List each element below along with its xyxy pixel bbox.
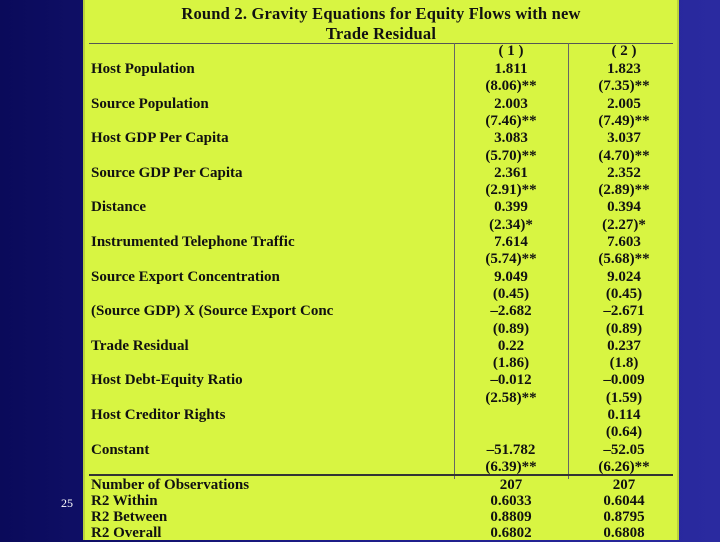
row-label: R2 Overall — [91, 525, 162, 541]
row-value-col1: 9.049 — [494, 268, 528, 285]
row-value-col1 — [455, 424, 567, 441]
row-value-col2: (0.89) — [605, 320, 643, 337]
row-value-col1: 207 — [499, 477, 523, 493]
row-value-col2: 1.823 — [607, 61, 641, 77]
row-label — [91, 459, 453, 476]
row-value-col1: (0.89) — [492, 320, 530, 337]
column-header-1: ( 1 ) — [498, 43, 524, 59]
row-value-col2: 3.037 — [607, 130, 641, 147]
row-label: Host Creditor Rights — [91, 407, 226, 423]
row-value-col2: 9.024 — [607, 268, 641, 285]
row-label: Instrumented Telephone Traffic — [91, 234, 295, 250]
row-value-col2: –52.05 — [603, 441, 645, 458]
row-value-col2: 0.237 — [607, 337, 641, 354]
row-value-col1: (2.58)** — [485, 389, 537, 406]
row-label: R2 Between — [91, 509, 168, 525]
row-label — [91, 113, 453, 130]
row-label: Trade Residual — [91, 337, 189, 354]
row-label — [91, 424, 453, 441]
row-value-col2: (5.68)** — [598, 251, 650, 268]
row-label — [91, 390, 453, 407]
row-value-col1: –2.682 — [490, 303, 532, 320]
row-value-col2: 0.6044 — [603, 493, 645, 509]
row-value-col2: 2.005 — [607, 95, 641, 112]
row-label — [91, 217, 453, 234]
row-value-col2: (2.89)** — [598, 182, 650, 199]
row-value-col1: 2.361 — [494, 164, 528, 181]
row-value-col2: (4.70)** — [598, 147, 650, 164]
row-value-col2: (7.35)** — [598, 78, 650, 95]
row-value-col2: (1.59) — [605, 389, 643, 406]
row-label: Source Population — [91, 95, 209, 112]
row-label: Host GDP Per Capita — [91, 130, 229, 147]
row-value-col2: 207 — [612, 477, 636, 493]
row-label: Distance — [91, 199, 146, 216]
row-value-col1: 0.399 — [494, 199, 528, 216]
row-label — [91, 78, 453, 95]
row-label: Source Export Concentration — [91, 268, 280, 285]
row-value-col1 — [455, 407, 567, 424]
row-value-col1: (2.34)* — [489, 216, 533, 233]
row-label: (Source GDP) X (Source Export Conc — [91, 303, 334, 320]
row-value-col1: 2.003 — [494, 95, 528, 112]
page-number: 25 — [61, 496, 73, 510]
table-panel — [83, 0, 679, 540]
row-value-col1: 0.8809 — [490, 509, 532, 525]
row-value-col2: –0.009 — [603, 372, 645, 389]
row-value-col2: (0.64) — [605, 424, 643, 441]
row-value-col1: –0.012 — [490, 372, 532, 389]
row-value-col1: 7.614 — [494, 234, 528, 250]
title-line-2: Trade Residual — [325, 24, 437, 43]
row-label — [91, 148, 453, 165]
row-value-col1: –51.782 — [486, 441, 536, 458]
row-value-col1: (5.70)** — [485, 147, 537, 164]
column-header-2: ( 2 ) — [611, 43, 637, 59]
row-value-col2: (0.45) — [605, 285, 643, 302]
row-value-col1: (1.86) — [492, 355, 530, 372]
row-value-col1: (0.45) — [492, 285, 530, 302]
row-label — [91, 286, 453, 303]
row-value-col2: (7.49)** — [598, 112, 650, 129]
row-value-col1: 3.083 — [494, 130, 528, 147]
row-label: Source GDP Per Capita — [91, 164, 243, 181]
row-value-col2: 0.8795 — [603, 509, 645, 525]
row-label: Host Population — [91, 61, 195, 77]
row-value-col2: –2.671 — [603, 303, 645, 320]
row-value-col2: (2.27)* — [602, 216, 646, 233]
row-value-col1: 0.6033 — [490, 493, 532, 509]
row-value-col1: 0.22 — [497, 337, 525, 354]
title-line-1: Round 2. Gravity Equations for Equity Flows with new — [181, 4, 581, 23]
row-value-col2: 0.6808 — [603, 525, 645, 541]
row-value-col2: (6.26)** — [598, 458, 650, 475]
row-value-col2: 0.394 — [607, 199, 641, 216]
row-value-col1: 1.811 — [494, 61, 528, 77]
row-label — [91, 182, 453, 199]
row-value-col1: (6.39)** — [485, 458, 537, 475]
row-value-col2: 7.603 — [607, 234, 641, 250]
row-value-col1: (2.91)** — [485, 182, 537, 199]
row-value-col1: (5.74)** — [485, 251, 537, 268]
row-label: Number of Observations — [91, 477, 250, 493]
row-value-col1: (7.46)** — [485, 112, 537, 129]
row-value-col2: 2.352 — [607, 164, 641, 181]
row-label: R2 Within — [91, 493, 158, 509]
row-value-col1: (8.06)** — [485, 78, 537, 95]
row-value-col2: 0.114 — [607, 407, 641, 423]
row-label: Constant — [91, 441, 150, 458]
row-label — [91, 321, 453, 338]
row-value-col1: 0.6802 — [490, 525, 532, 541]
row-value-col2: (1.8) — [609, 355, 639, 372]
row-label — [91, 251, 453, 268]
row-label — [91, 355, 453, 372]
table-title — [85, 4, 677, 44]
row-label: Host Debt-Equity Ratio — [91, 372, 243, 389]
